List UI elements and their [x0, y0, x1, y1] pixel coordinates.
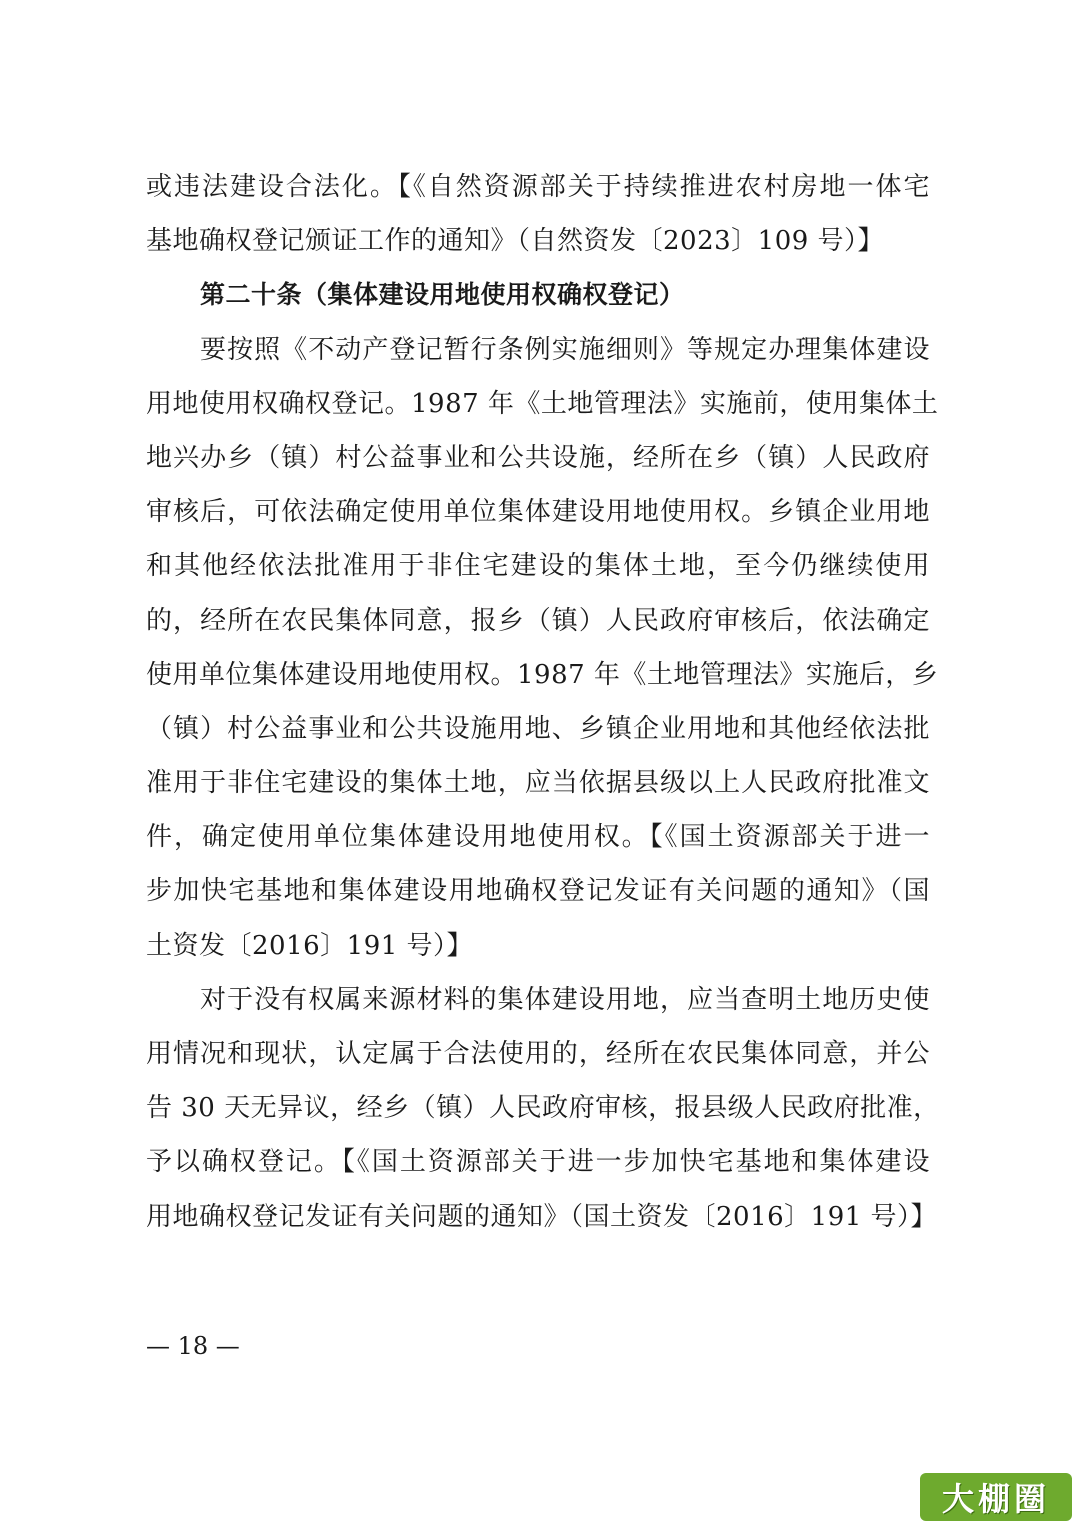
text-line: 的，经所在农民集体同意，报乡（镇）人民政府审核后，依法确定	[146, 605, 930, 636]
text-line: 准用于非住宅建设的集体土地，应当依据县级以上人民政府批准文	[146, 768, 930, 799]
text-line: 用地使用权确权登记。1987 年《土地管理法》实施前，使用集体土	[146, 388, 939, 419]
watermark-logo	[920, 1473, 1072, 1521]
text-line: 基地确权登记颁证工作的通知》（自然资发〔2023〕109 号）】	[146, 226, 885, 257]
watermark-text: 大棚圈	[941, 1480, 1050, 1518]
text-line: 用地确权登记发证有关问题的通知》（国土资发〔2016〕191 号）】	[146, 1201, 938, 1232]
text-line: 件，确定使用单位集体建设用地使用权。【《国土资源部关于进一	[146, 822, 930, 853]
text-line: 和其他经依法批准用于非住宅建设的集体土地，至今仍继续使用	[146, 551, 930, 582]
text-line: 土资发〔2016〕191 号）】	[146, 930, 474, 961]
article-heading: 第二十条（集体建设用地使用权确权登记）	[200, 280, 685, 310]
text-line: 要按照《不动产登记暂行条例实施细则》等规定办理集体建设	[200, 334, 930, 365]
text-line: 予以确权登记。【《国土资源部关于进一步加快宅基地和集体建设	[146, 1147, 930, 1178]
text-line: 告 30 天无异议，经乡（镇）人民政府审核，报县级人民政府批准，	[146, 1093, 940, 1124]
text-line: 审核后，可依法确定使用单位集体建设用地使用权。乡镇企业用地	[146, 497, 930, 528]
text-line: （镇）村公益事业和公共设施用地、乡镇企业用地和其他经依法批	[146, 713, 930, 744]
text-line: 或违法建设合法化。【《自然资源部关于持续推进农村房地一体宅	[146, 172, 930, 202]
text-line: 使用单位集体建设用地使用权。1987 年《土地管理法》实施后，乡	[146, 659, 939, 690]
text-line: 用情况和现状，认定属于合法使用的，经所在农民集体同意，并公	[146, 1039, 930, 1069]
text-line: 地兴办乡（镇）村公益事业和公共设施，经所在乡（镇）人民政府	[146, 442, 930, 473]
text-line: 对于没有权属来源材料的集体建设用地，应当查明土地历史使	[200, 984, 930, 1015]
article-text	[146, 160, 940, 1244]
text-line: 步加快宅基地和集体建设用地确权登记发证有关问题的通知》（国	[146, 876, 930, 907]
page-number: — 18 —	[146, 1332, 240, 1360]
